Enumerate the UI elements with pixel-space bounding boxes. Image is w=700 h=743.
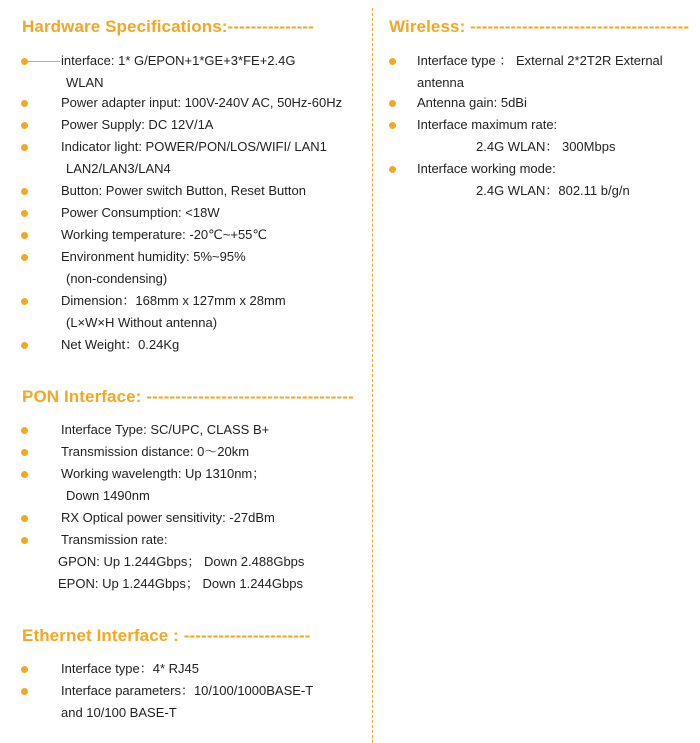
ethernet-interface-title-text: Ethernet Interface :: [22, 626, 179, 645]
hardware-specs-title-dashes: ---------------: [227, 17, 314, 36]
bullet-icon: [21, 122, 28, 129]
ethernet-item-interface-type: Interface type：4* RJ45: [61, 661, 200, 676]
pon-interface-title-dashes: ------------------------------------: [146, 387, 354, 406]
hardware-item-interface-cont: WLAN: [66, 75, 104, 90]
wireless-item-antenna-gain: Antenna gain: 5dBi: [417, 95, 527, 110]
hardware-item-dimension-cont: (L×W×H Without antenna): [66, 315, 218, 330]
bullet-icon: [21, 232, 28, 239]
pon-item-wavelength-cont: Down 1490nm: [66, 488, 150, 503]
pon-item-transmission-rate: Transmission rate:: [61, 532, 168, 547]
hardware-item-indicator-cont: LAN2/LAN3/LAN4: [66, 161, 171, 176]
bullet-icon: [21, 471, 28, 478]
wireless-item-max-rate: Interface maximum rate:: [417, 117, 558, 132]
bullet-icon: [389, 100, 396, 107]
bullet-icon: [21, 254, 28, 261]
leader-line: [28, 61, 60, 62]
pon-item-distance: Transmission distance: 0～20km: [61, 444, 250, 459]
bullet-icon: [21, 298, 28, 305]
hardware-item-humidity: Environment humidity: 5%~95%: [61, 249, 246, 264]
hardware-specs-title-text: Hardware Specifications:: [22, 17, 228, 36]
bullet-icon: [21, 427, 28, 434]
hardware-item-interface: interface: 1* G/EPON+1*GE+3*FE+2.4G: [61, 53, 296, 68]
bullet-icon: [21, 188, 28, 195]
bullet-icon: [21, 449, 28, 456]
ethernet-interface-title-dashes: ----------------------: [183, 626, 311, 645]
pon-interface-title-text: PON Interface:: [22, 387, 142, 406]
bullet-icon: [21, 58, 28, 65]
hardware-item-button: Button: Power switch Button, Reset Button: [61, 183, 306, 198]
bullet-icon: [21, 688, 28, 695]
bullet-icon: [21, 342, 28, 349]
hardware-item-power-supply: Power Supply: DC 12V/1A: [61, 117, 214, 132]
hardware-specs-title: [22, 17, 314, 37]
hardware-item-power-adapter: Power adapter input: 100V-240V AC, 50Hz-60Hz: [61, 95, 343, 110]
wireless-title-text: Wireless:: [389, 17, 466, 36]
ethernet-interface-title: [22, 626, 311, 646]
bullet-icon: [389, 58, 396, 65]
wireless-item-max-rate-value: 2.4G WLAN： 300Mbps: [476, 139, 616, 154]
bullet-icon: [21, 537, 28, 544]
pon-interface-title: [22, 387, 354, 407]
wireless-item-interface-type-cont: antenna: [417, 75, 464, 90]
bullet-icon: [21, 515, 28, 522]
pon-item-wavelength: Working wavelength: Up 1310nm；: [61, 466, 266, 481]
wireless-item-working-mode-value: 2.4G WLAN：802.11 b/g/n: [476, 183, 630, 198]
bullet-icon: [21, 666, 28, 673]
ethernet-item-parameters: Interface parameters：10/100/1000BASE-T: [61, 683, 314, 698]
bullet-icon: [21, 210, 28, 217]
hardware-item-humidity-cont: (non-condensing): [66, 271, 168, 286]
hardware-item-net-weight: Net Weight：0.24Kg: [61, 337, 180, 352]
pon-item-rx-sensitivity: RX Optical power sensitivity: -27dBm: [61, 510, 275, 525]
hardware-item-dimension: Dimension：168mm x 127mm x 28mm: [61, 293, 286, 308]
pon-item-gpon-rate: GPON: Up 1.244Gbps； Down 2.488Gbps: [58, 554, 305, 569]
wireless-item-interface-type: Interface type ： External 2*2T2R External: [417, 53, 663, 68]
hardware-item-power-consumption: Power Consumption: <18W: [61, 205, 220, 220]
pon-item-epon-rate: EPON: Up 1.244Gbps； Down 1.244Gbps: [58, 576, 303, 591]
bullet-icon: [21, 100, 28, 107]
wireless-title-dashes: --------------------------------------: [470, 17, 690, 36]
pon-item-interface-type: Interface Type: SC/UPC, CLASS B+: [61, 422, 270, 437]
ethernet-item-parameters-cont: and 10/100 BASE-T: [61, 705, 177, 720]
bullet-icon: [389, 166, 396, 173]
column-divider: [372, 8, 373, 743]
bullet-icon: [389, 122, 396, 129]
wireless-title: [389, 17, 689, 37]
hardware-item-indicator: Indicator light: POWER/PON/LOS/WIFI/ LAN1: [61, 139, 327, 154]
wireless-item-working-mode: Interface working mode:: [417, 161, 556, 176]
bullet-icon: [21, 144, 28, 151]
hardware-item-temperature: Working temperature: -20℃~+55℃: [61, 227, 268, 242]
